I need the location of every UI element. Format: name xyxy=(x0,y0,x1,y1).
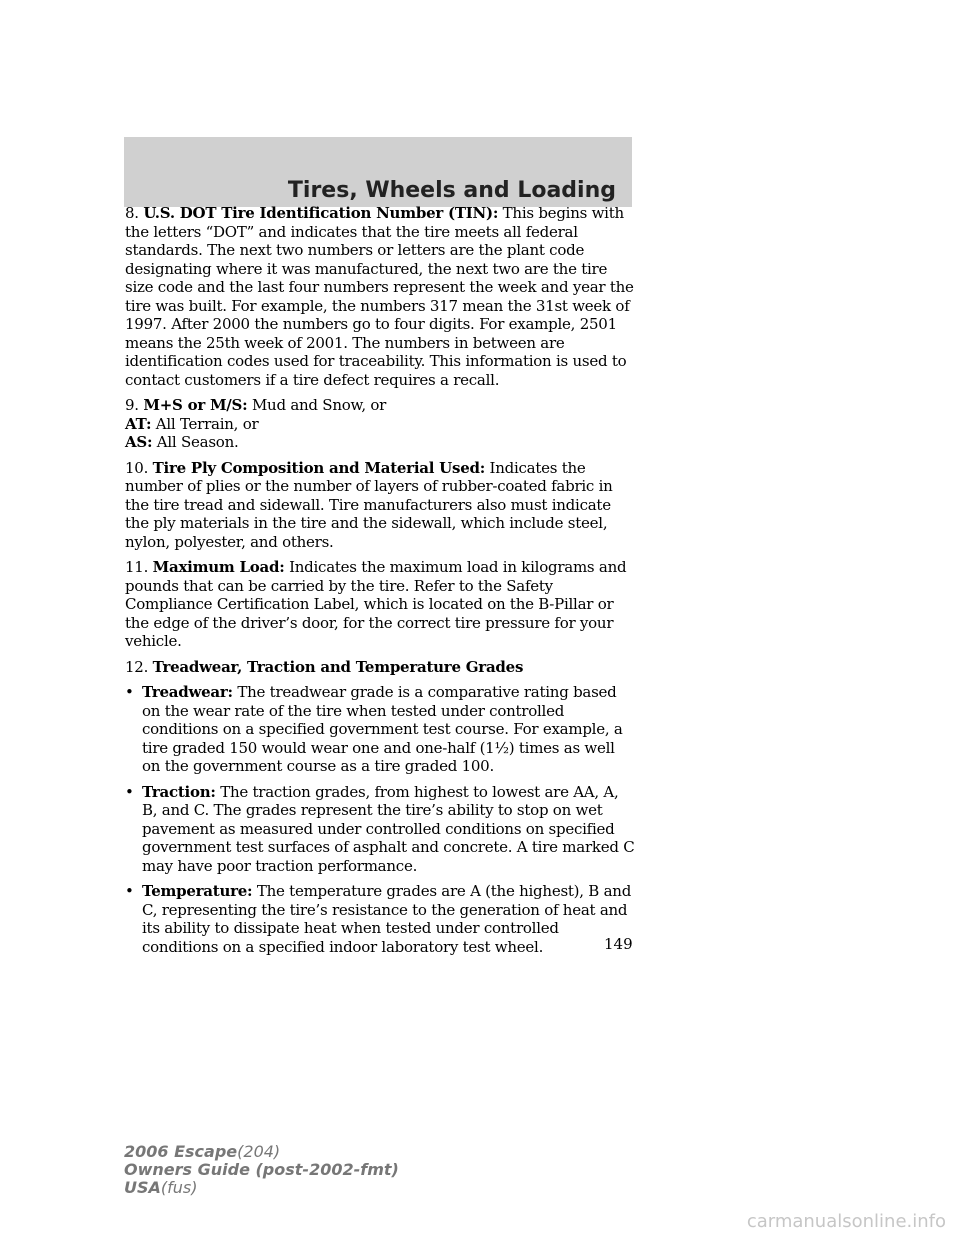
bullet-term: Treadwear: xyxy=(142,683,233,701)
item-number: 10. xyxy=(125,458,149,477)
item-number: 11. xyxy=(125,558,149,576)
footer-line-3 xyxy=(124,1179,399,1197)
item-term: U.S. DOT Tire Identification Number (TIN): xyxy=(143,204,499,222)
bullet-traction xyxy=(125,783,637,876)
item-number: 12. xyxy=(125,657,149,676)
footer-model-code: (204) xyxy=(237,1142,281,1161)
page-number: 149 xyxy=(604,935,633,953)
bullet-treadwear xyxy=(125,683,637,776)
item-9-line-3 xyxy=(125,433,637,452)
footer-model: 2006 Escape xyxy=(124,1142,238,1161)
watermark: carmanualsonline.info xyxy=(746,1211,946,1232)
item-text: All Terrain, or xyxy=(155,414,259,433)
item-text: Indicates the maximum load in kilograms and pounds that can be carried by the tire. Refer to the Safety Compliance Certification Label, which is located on the B-Pillar or the edge of the driver’s door, for the correct tire pressure for your vehicle. xyxy=(125,558,627,650)
bullet-icon: • xyxy=(125,683,134,701)
item-term: Treadwear, Traction and Temperature Grades xyxy=(152,657,524,676)
item-9-line-2 xyxy=(125,415,637,434)
bullet-body: The treadwear grade is a comparative rating based on the wear rate of the tire when tested under controlled conditions on a specified government test course. For example, a tire graded 150 would wear one and one-half (1½) times as well on the government course as a tire graded 100. xyxy=(142,683,623,775)
item-term: AS: xyxy=(125,433,153,451)
bullet-body: The temperature grades are A (the highest), B and C, representing the tire’s resistance to the generation of heat and its ability to dissipate heat when tested under controlled conditions on a specified indoor laboratory test wheel. xyxy=(142,882,632,956)
footer-line-2 xyxy=(124,1161,399,1179)
bullet-term: Temperature: xyxy=(142,882,253,900)
section-header-band xyxy=(124,137,632,207)
item-number: 9. xyxy=(125,396,139,414)
footer-guide: Owners Guide (post-2002-fmt) xyxy=(124,1160,399,1179)
item-text: Mud and Snow, or xyxy=(251,396,387,414)
footer-line-1 xyxy=(124,1143,399,1161)
item-text: Indicates the number of plies or the number of layers of rubber-coated fabric in the tire tread and sidewall. Tire manufacturers also must indicate the ply materials in the tire and the sidewall, which include steel, nylon, polyester, and others. xyxy=(125,458,613,551)
item-11 xyxy=(125,558,637,651)
item-term: M+S or M/S: xyxy=(143,396,248,414)
bullet-term: Traction: xyxy=(142,782,216,801)
item-text: All Season. xyxy=(156,433,239,451)
item-term: Maximum Load: xyxy=(152,558,285,576)
section-title: Tires, Wheels and Loading xyxy=(287,178,616,203)
item-term: Tire Ply Composition and Material Used: xyxy=(152,458,486,477)
bullet-icon: • xyxy=(125,782,134,801)
item-9-line-1 xyxy=(125,396,637,415)
footer-market: USA xyxy=(124,1178,161,1197)
bullet-temperature xyxy=(125,882,637,956)
item-9 xyxy=(125,396,637,452)
item-8 xyxy=(125,204,637,389)
bullet-body: The traction grades, from highest to lowest are AA, A, B, and C. The grades represent the tire’s ability to stop on wet pavement as measured under controlled conditions on specified government test surfaces of asphalt and concrete. A tire marked C may have poor traction performance. xyxy=(142,782,635,875)
bullet-text xyxy=(142,882,637,956)
item-12 xyxy=(125,658,637,677)
bullet-text xyxy=(142,783,637,876)
item-10 xyxy=(125,459,637,552)
footer-market-code: (fus) xyxy=(160,1178,198,1197)
bullet-text xyxy=(142,683,637,776)
document-footer xyxy=(124,1143,399,1197)
item-text: This begins with the letters “DOT” and indicates that the tire meets all federal standards. The next two numbers or letters are the plant code designating where it was manufactured, the next two are the tire size code and the last four numbers represent the week and year the tire was built. For example, the numbers 317 mean the 31st week of 1997. After 2000 the numbers go to four digits. For example, 2501 means the 25th week of 2001. The numbers in between are identification codes used for traceability. This information is used to contact customers if a tire defect requires a recall. xyxy=(125,204,634,389)
item-number: 8. xyxy=(125,204,139,222)
item-term: AT: xyxy=(125,414,152,433)
page-content xyxy=(125,204,637,963)
bullet-icon: • xyxy=(125,882,134,900)
